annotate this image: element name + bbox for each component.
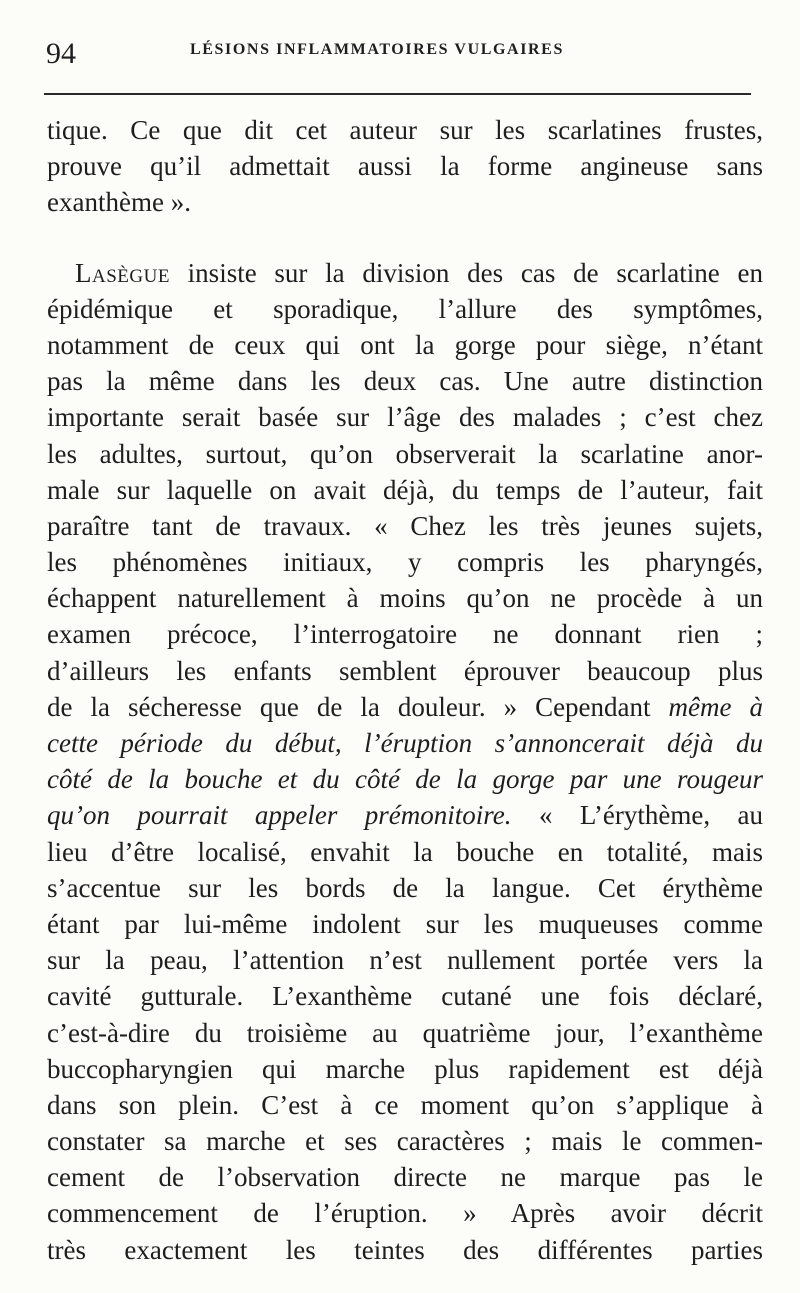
text-line: s’accentue sur les bords de la langue. Cet érythème [47, 872, 763, 903]
text-line: tique. Ce que dit cet auteur sur les scarlatines frustes, [47, 115, 763, 145]
text-line: d’ailleurs les enfants semblent éprouver beaucoup plus [47, 655, 763, 686]
text-line: épidémique et sporadique, l’allure des symptômes, [47, 293, 763, 324]
text-fragment: « L’érythème, au [511, 800, 763, 831]
page-number: 94 [46, 37, 76, 70]
text-line: les adultes, surtout, qu’on observerait la scarlatine anor- [47, 438, 763, 469]
text-line: cavité gutturale. L’exanthème cutané une fois déclaré, [47, 981, 763, 1012]
text-line: commencement de l’éruption. » Après avoir décrit [47, 1198, 763, 1229]
text-line: dans son plein. C’est à ce moment qu’on s’applique à [47, 1089, 763, 1120]
italic-line: côté de la bouche et du côté de la gorge par une rougeur [47, 764, 763, 795]
body-text [47, 112, 763, 1268]
text-line: buccopharyngien qui marche plus rapidement est déjà [47, 1053, 763, 1084]
text-line: c’est-à-dire du troisième au quatrième jour, l’exanthème [47, 1017, 763, 1048]
text-line: échappent naturellement à moins qu’on ne procède à un [47, 583, 763, 614]
italic-fragment: même à [668, 691, 763, 722]
running-head: LÉSIONS INFLAMMATOIRES VULGAIRES [190, 41, 564, 58]
text-line: les phénomènes initiaux, y compris les pharyngés, [47, 547, 763, 578]
text-line: étant par lui-même indolent sur les muqueuses comme [47, 908, 763, 939]
italic-line: cette période du début, l’éruption s’annoncerait déjà du [47, 728, 763, 758]
italic-fragment: qu’on pourrait appeler prémonitoire. [47, 800, 512, 831]
text-line: très exactement les teintes des différentes parties [47, 1234, 763, 1265]
text-fragment: de la sécheresse que de la douleur. » Cependant [47, 691, 669, 722]
text-line: paraître tant de travaux. « Chez les très jeunes sujets, [47, 510, 763, 541]
paragraph-gap [47, 221, 763, 255]
text-line: lieu d’être localisé, envahit la bouche en totalité, mais [47, 836, 763, 867]
text-line [47, 689, 763, 725]
text-line: exanthème ». [47, 187, 191, 218]
page-header [46, 34, 756, 74]
text-line: sur la peau, l’attention n’est nullement portée vers la [47, 945, 763, 976]
text-line: notamment de ceux qui ont la gorge pour siège, n’étant [47, 329, 763, 360]
text-line: importante serait basée sur l’âge des malades ; c’est chez [47, 402, 763, 433]
text-line: constater sa marche et ses caractères ; mais le commen- [47, 1126, 763, 1157]
author-name: Lasègue [75, 257, 170, 288]
text-line [47, 797, 763, 833]
text-line: male sur laquelle on avait déjà, du temps de l’auteur, fait [47, 474, 763, 505]
header-rule [44, 93, 751, 95]
text-line: examen précoce, l’interrogatoire ne donnant rien ; [47, 619, 763, 650]
text-line: prouve qu’il admettait aussi la forme angineuse sans [47, 151, 763, 182]
text-line: pas la même dans les deux cas. Une autre distinction [47, 366, 763, 397]
text-line: cement de l’observation directe ne marque pas le [47, 1162, 763, 1193]
text-fragment: insiste sur la division des cas de scarlatine en [169, 257, 763, 288]
text-line [47, 255, 763, 291]
